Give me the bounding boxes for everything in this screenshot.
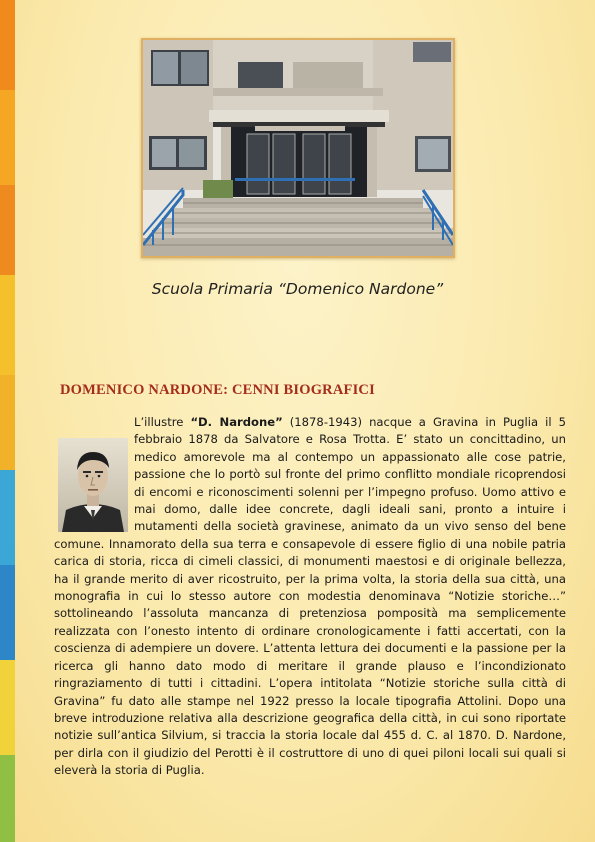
decorative-color-strip xyxy=(0,0,15,842)
biography-text xyxy=(54,414,566,780)
bio-name: “D. Nardone” xyxy=(190,415,283,429)
photo-caption: Scuola Primaria “Domenico Nardone” xyxy=(151,280,444,298)
section-heading: DOMENICO NARDONE: CENNI BIOGRAFICI xyxy=(60,382,375,398)
portrait-spacer xyxy=(54,414,134,532)
bio-prefix: L’illustre xyxy=(134,415,191,429)
school-building-photo xyxy=(141,38,455,258)
bio-body: (1878-1943) nacque a Gravina in Puglia il 5 febbraio 1878 da Salvatore e Rosa Trotta. E’ stato un concittadino, un medico amorevole ma al contempo un appassionato alle cose patrie, passione che lo portò sul fronte del primo conflitto mondiale ricoprendosi di encomi e riconoscimenti solenni per l’impegno profuso. Uomo attivo e mai domo, dalle idee concrete, dagli ideali sani, pronto a intuire i mutamenti della società gravinese, animato da un vivo senso del bene comune. Innamorato della sua terra e consapevole di essere figlio di una nobile patria carica di storia, ricca di cimeli classici, di monumenti maestosi e di originale bellezza, ha il grande merito di aver ricostruito, per la prima volta, la storia della sua città, una monografia in cui lo stesso autore con modestia denominava “Notizie storiche…” sottolineando l’assoluta mancanza di pretenziosa pomposità ma semplicemente realizzata con l’onesto intento di ordinare cronologicamente i fatti accertati, con la coscienza di adempiere un dovere. L’attenta lettura dei documenti e la passione per la ricerca gli hanno dato modo di meritare il grande plauso e l’incondizionato ringraziamento di tutti i cittadini. L’opera intitolata “Notizie storiche sulla città di Gravina” fu dato alle stampe nel 1922 presso la locale tipografia Attolini. Dopo una breve introduzione relativa alla descrizione geografica della città, in cui sono riportate notizie sull’antica Silvium, si traccia la storia locale dal 455 d. C. al 1870. D. Nardone, per dirla con il giudizio del Perotti è il costruttore di uno di quei piloni locali sui quali si eleverà la storia di Puglia. xyxy=(54,415,566,778)
